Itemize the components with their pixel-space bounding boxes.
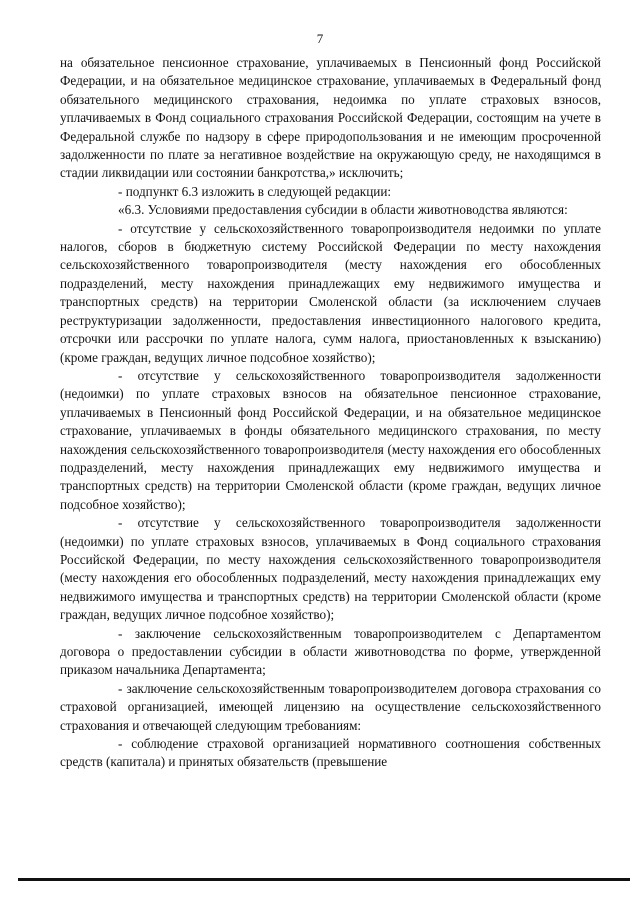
paragraph-section-6-3: «6.3. Условиями предоставления субсидии в области животноводства являются: <box>118 202 568 218</box>
paragraph-capital-ratio: - соблюдение страховой организацией нормативного соотношения собственных средств (капитала) и принятых обязательств (превышение <box>60 736 601 770</box>
paragraph-continuation: на обязательное пенсионное страхование, уплачиваемых в Пенсионный фонд Российской Федерации, и на обязательное медицинское страхование, уплачиваемых в Федеральный фонд обязательного медицинского страхования, недоимка по уплате страховых взносов, уплачиваемых в Фонд социального страхования Российской Федерации, состоящим на учете в Федеральной службе по надзору в сфере природопользования и не имеющим просроченной задолженности по плате за негативное воздействие на окружающую среду, не находящимся в стадии ликвидации или состоянии банкротства,» исключить; <box>60 55 601 181</box>
paragraph-social-insurance-arrears: - отсутствие у сельскохозяйственного товаропроизводителя задолженности (недоимки) по уплате страховых взносов, уплачиваемых в Фонд социального страхования Российской Федерации, по месту нахождения сельскохозяйственного товаропроизводителя (месту нахождения его обособленных подразделений, месту нахождения принадлежащих ему недвижимого имущества и транспортных средств) на территории Смоленской области (кроме граждан, ведущих личное подсобное хозяйство); <box>60 515 601 623</box>
document-body <box>60 54 601 772</box>
paragraph-subpoint-intro: - подпункт 6.3 изложить в следующей редакции: <box>118 183 392 199</box>
paragraph-pension-medical-arrears: - отсутствие у сельскохозяйственного товаропроизводителя задолженности (недоимки) по уплате страховых взносов на обязательное пенсионное страхование, уплачиваемых в Пенсионный фонд Российской Федерации, и на обязательное медицинское страхование, уплачиваемых в фонды обязательного медицинского страхования, по месту нахождения сельскохозяйственного товаропроизводителя (месту нахождения его обособленных подразделений, месту нахождения принадлежащих ему недвижимого имущества и транспортных средств) на территории Смоленской области (кроме граждан, ведущих личное подсобное хозяйство); <box>60 367 601 512</box>
page-number: 7 <box>316 31 324 46</box>
paragraph-insurance-contract: - заключение сельскохозяйственным товаропроизводителем договора страхования со страховой организацией, имеющей лицензию на осуществление сельскохозяйственного страхования и отвечающей следующим требованиям: <box>60 680 601 733</box>
paragraph-subsidy-agreement: - заключение сельскохозяйственным товаропроизводителем с Департаментом договора о предоставлении субсидии в области животноводства по форме, утвержденной приказом начальника Департамента; <box>60 625 601 678</box>
paragraph-tax-arrears: - отсутствие у сельскохозяйственного товаропроизводителя недоимки по уплате налогов, сборов в бюджетную систему Российской Федерации по месту нахождения сельскохозяйственного товаропроизводителя (месту нахождения его обособленных подразделений, месту нахождения принадлежащих ему недвижимого имущества и транспортных средств) на территории Смоленской области (за исключением случаев реструктуризации задолженности, предоставления инвестиционного налогового кредита, отсрочки или рассрочки по уплате налога, сумм налога, приостановленных к взысканию) (кроме граждан, ведущих личное подсобное хозяйство); <box>60 220 601 365</box>
bottom-border-line <box>18 878 630 881</box>
